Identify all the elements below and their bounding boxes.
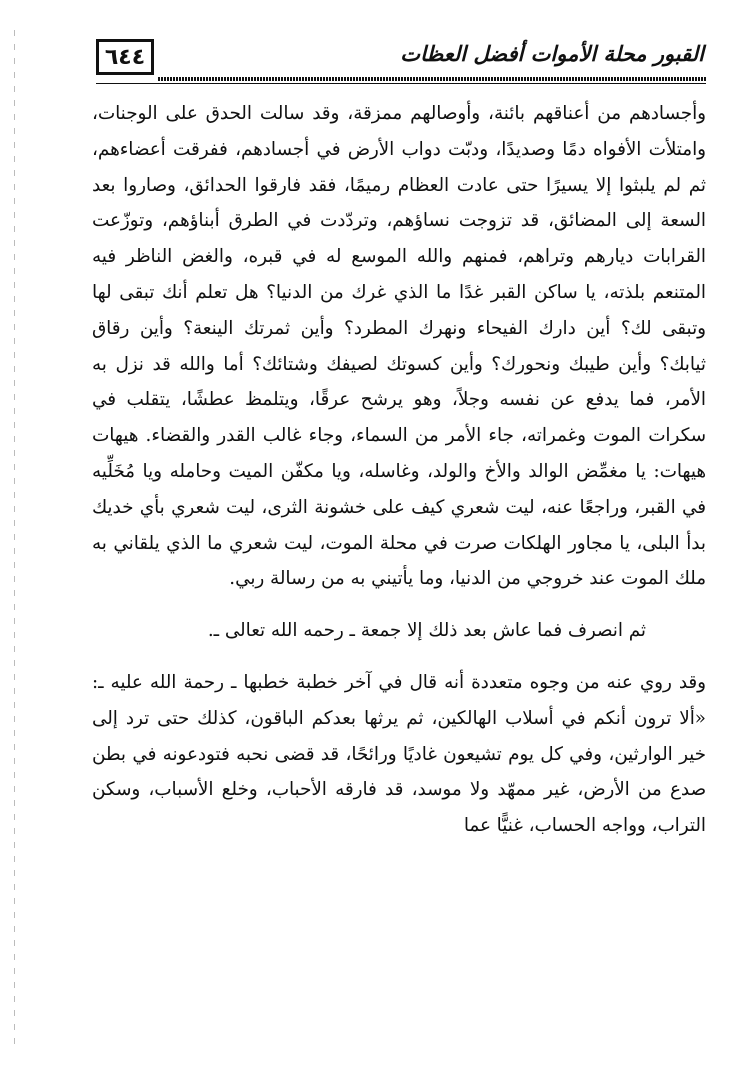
header-rule-thin	[96, 83, 706, 84]
paragraph-3: وقد روي عنه من وجوه متعددة أنه قال في آخر خطبة خطبها ـ رحمة الله عليه ـ: «ألا ترون أنكم في أسلاب الهالكين، ثم يرثها بعدكم الباقون، كذلك حتى ترد إلى خير الوارثين، وفي كل يوم تشيعون غاديًا ورائحًا، قد قضى نحبه فتودعونه في بطن صدع من الأرض، غير ممهّد ولا موسد، قد فارقه الأحباب، وخلع الأسباب، وسكن التراب، وواجه الحساب، غنيًّا عما	[92, 671, 706, 837]
running-title: القبور محلة الأموات أفضل العظات	[400, 42, 704, 66]
body-text	[92, 96, 706, 844]
header-rule	[158, 77, 706, 81]
paragraph-1: وأجسادهم من أعناقهم بائنة، وأوصالهم ممزقة، وقد سالت الحدق على الوجنات، وامتلأت الأفواه دمًا وصديدًا، ودبّت دواب الأرض في أجسادهم، ففرقت أعضاءهم، ثم لم يلبثوا إلا يسيرًا حتى عادت العظام رميمًا، فقد فارقوا الحدائق، وصاروا بعد السعة إلى المضائق، قد تزوجت نساؤهم، وتردّدت في الطرق أبناؤهم، وتوزّعت القرابات ديارهم وتراهم، فمنهم والله الموسع له في قبره، والغض الناظر فيه المتنعم بلذته، يا ساكن القبر غدًا ما الذي غرك من الدنيا؟ هل تعلم أنك تبقى لها وتبقى لك؟ أين دارك الفيحاء ونهرك المطرد؟ وأين ثمرتك الينعة؟ وأين رقاق ثيابك؟ وأين طيبك ونحورك؟ وأين كسوتك لصيفك وشتائك؟ أما والله قد نزل به الأمر، فما يدفع عن نفسه وجلاً، وهو يرشح عرقًا، ويتلمظ عطشًا، يتقلب في سكرات الموت وغمراته، جاء الأمر من السماء، وجاء غالب القدر والقضاء. هيهات هيهات: يا مغمِّض الوالد والأخ والولد، وغاسله، ويا مكفّن الميت وحامله ويا مُخَلِّيه في القبر، وراجعًا عنه، ليت شعري كيف على خشونة الثرى، ليت شعري بأي خديك بدأ البلى، يا مجاور الهلكات صرت في محلة الموت، ليت شعري ما الذي يلقاني به ملك الموت عند خروجي من الدنيا، وما يأتيني به من رسالة ربي.	[92, 103, 706, 590]
page-number: ٦٤٤	[96, 39, 154, 75]
scan-margin-line	[14, 30, 15, 1050]
paragraph-2: ثم انصرف فما عاش بعد ذلك إلا جمعة ـ رحمه الله تعالى ـ.	[207, 620, 646, 642]
page-header	[96, 36, 706, 86]
